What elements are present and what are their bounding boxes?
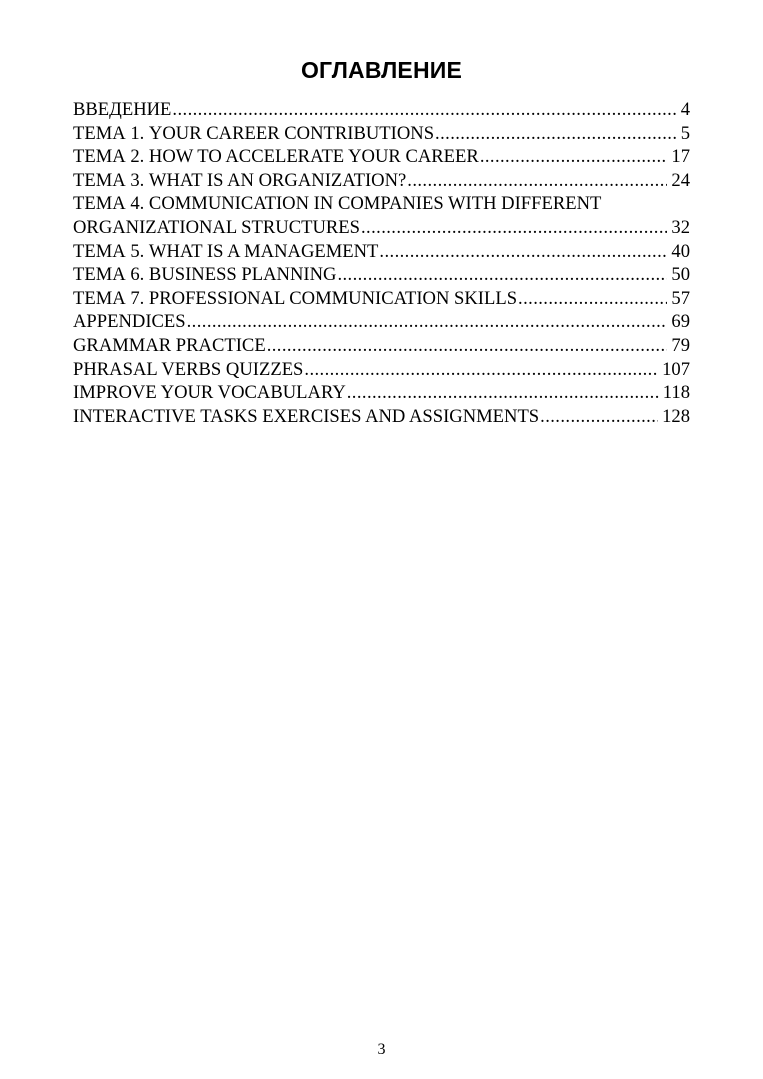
toc-entry-page: 128	[662, 405, 690, 427]
toc-entry-page: 79	[671, 334, 690, 356]
toc-entry-vocabulary[interactable]	[73, 381, 690, 405]
toc-entry-title: IMPROVE YOUR VOCABULARY	[73, 382, 346, 404]
toc-entry-topic-4-line-1[interactable]	[73, 192, 690, 216]
toc-entry-introduction[interactable]	[73, 98, 690, 122]
toc-entry-title: ВВЕДЕНИЕ	[73, 99, 172, 120]
toc-dot-leader	[337, 263, 667, 287]
toc-entry-topic-2[interactable]	[73, 145, 690, 169]
toc-entry-topic-6[interactable]	[73, 263, 690, 287]
toc-entry-topic-4[interactable]	[73, 216, 690, 240]
toc-entry-title: ТЕМА 2. HOW TO ACCELERATE YOUR CAREER	[73, 146, 479, 168]
toc-entry-page: 40	[671, 240, 690, 262]
page-title: ОГЛАВЛЕНИЕ	[300, 57, 463, 83]
toc-entry-title: ТЕМА 6. BUSINESS PLANNING	[73, 264, 337, 286]
table-of-contents	[73, 98, 690, 428]
toc-entry-title: ТЕМА 5. WHAT IS A MANAGEMENT	[73, 240, 379, 262]
toc-entry-title: ТЕМА 3. WHAT IS AN ORGANIZATION?	[73, 169, 407, 191]
toc-entry-page: 32	[671, 216, 690, 238]
toc-entry-topic-5[interactable]	[73, 240, 690, 264]
toc-entry-appendices[interactable]	[73, 310, 690, 334]
toc-dot-leader	[172, 98, 676, 122]
toc-dot-leader	[267, 334, 668, 358]
toc-dot-leader	[518, 287, 667, 311]
toc-entry-page: 50	[671, 264, 690, 286]
toc-dot-leader	[361, 216, 667, 240]
toc-entry-page: 5	[680, 122, 690, 144]
toc-dot-leader	[480, 145, 668, 169]
toc-dot-leader	[347, 381, 659, 405]
toc-entry-page: 118	[662, 382, 690, 404]
toc-entry-title: ТЕМА 7. PROFESSIONAL COMMUNICATION SKILLS	[73, 287, 518, 309]
toc-entry-phrasal-verbs[interactable]	[73, 358, 690, 382]
page-number: 3	[377, 1041, 386, 1058]
toc-entry-topic-3[interactable]	[73, 169, 690, 193]
toc-entry-title: ТЕМА 1. YOUR CAREER CONTRIBUTIONS	[73, 122, 435, 144]
toc-dot-leader	[304, 358, 658, 382]
toc-entry-title: GRAMMAR PRACTICE	[73, 334, 266, 356]
toc-entry-page: 57	[671, 287, 690, 309]
toc-entry-interactive-tasks[interactable]	[73, 405, 690, 429]
toc-entry-page: 107	[662, 358, 690, 380]
toc-entry-topic-7[interactable]	[73, 287, 690, 311]
toc-entry-page: 69	[671, 311, 690, 333]
toc-dot-leader	[379, 240, 667, 264]
toc-entry-title: APPENDICES	[73, 311, 186, 333]
toc-entry-title: ORGANIZATIONAL STRUCTURES	[73, 216, 360, 238]
toc-entry-page: 4	[680, 99, 690, 120]
toc-entry-page: 24	[671, 169, 690, 191]
toc-dot-leader	[540, 405, 658, 429]
toc-entry-grammar-practice[interactable]	[73, 334, 690, 358]
toc-entry-topic-1[interactable]	[73, 122, 690, 146]
toc-dot-leader	[435, 122, 677, 146]
toc-entry-title: INTERACTIVE TASKS EXERCISES AND ASSIGNMENTS	[73, 405, 540, 427]
toc-entry-page: 17	[671, 146, 690, 168]
toc-entry-title: ТЕМА 4. COMMUNICATION IN COMPANIES WITH DIFFERENT	[73, 193, 602, 215]
toc-dot-leader	[407, 169, 667, 193]
toc-entry-title: PHRASAL VERBS QUIZZES	[73, 358, 304, 380]
toc-dot-leader	[187, 310, 668, 334]
